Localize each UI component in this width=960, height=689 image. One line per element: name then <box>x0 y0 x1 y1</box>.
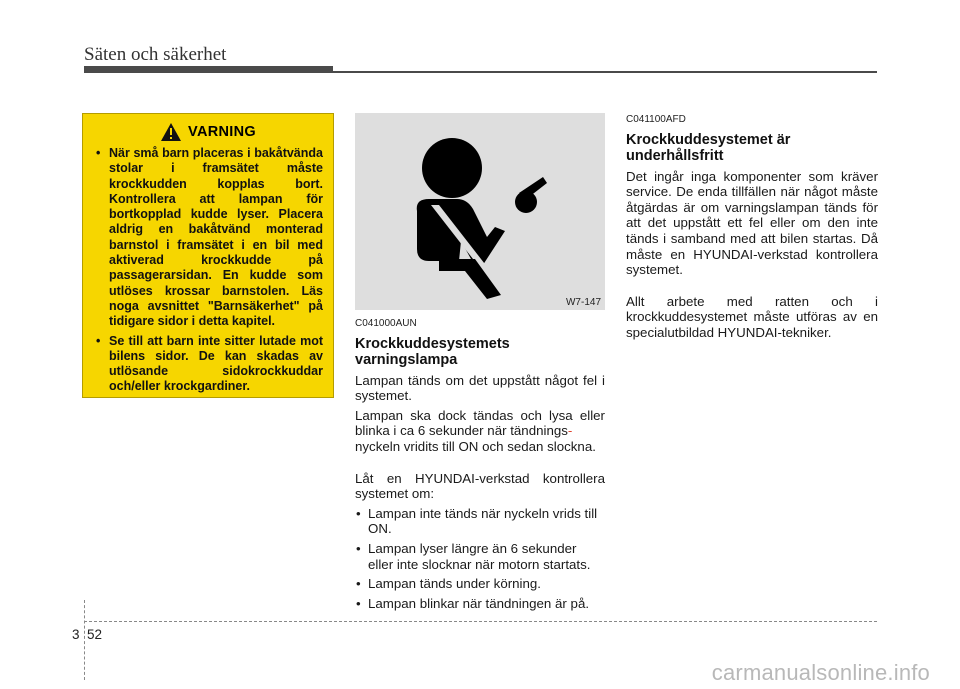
warning-list <box>93 146 323 395</box>
warning-item: • Se till att barn inte sitter lutade mot bilens sidor. De kan skadas av utlösande sidokrockkuddar och/eller krockgardiner. <box>93 334 323 395</box>
list-item: • Lampan inte tänds när nyckeln vrids till ON. <box>355 506 605 537</box>
bullet-list <box>355 506 605 612</box>
section-maintenance-free <box>626 112 878 345</box>
chapter-number: 3 <box>72 627 80 642</box>
section-code: C041100AFD <box>626 114 686 125</box>
header-rule <box>333 71 877 73</box>
section-heading: Krockkuddesystemets varningslampa <box>355 335 510 368</box>
paragraph: Allt arbete med ratten och i krockkuddesystemet måste utföras av en specialutbildad HYUNDAI-tekniker. <box>626 293 878 340</box>
paragraph: Lampan tänds om det uppstått något fel i systemet. <box>355 372 605 404</box>
figure-code: W7-147 <box>565 297 601 308</box>
list-item: • Lampan lyser längre än 6 sekunder eller inte slocknar när motorn startats. <box>355 541 605 572</box>
header-bar <box>84 66 333 73</box>
paragraph: Låt en HYUNDAI-verkstad kontrollera systemet om: <box>355 470 605 502</box>
airbag-figure <box>355 113 605 310</box>
warning-box <box>82 113 334 398</box>
list-item: • Lampan blinkar när tändningen är på. <box>355 596 605 612</box>
warning-title: VARNING <box>188 124 256 140</box>
warning-triangle-icon <box>160 122 182 142</box>
hyphen-mark: - <box>567 423 573 439</box>
section-code: C041000AUN <box>355 318 417 329</box>
paragraph-text: Lampan ska dock tändas och lysa eller blinka i ca 6 sekunder när tändnings <box>355 407 605 439</box>
airbag-warning-icon <box>355 113 605 310</box>
warning-item: • När små barn placeras i bakåtvända stolar i framsätet måste krockkudden kopplas bort. Kontrollera att lampan för bortkopplad kudde lyser. Placera aldrig en bakåtvänd monterad barnstol i framsätet i en bil med aktiverad krockkudde på passagerarsidan. En kudde som utlöses krossar barnstolen. Läs noga avsnittet "Barnsäkerhet" på tidigare sidor i detta kapitel. <box>93 146 323 330</box>
section-airbag-lamp <box>355 316 605 615</box>
footer-rule <box>84 621 877 622</box>
page-header-title: Säten och säkerhet <box>84 44 227 65</box>
section-heading: Krockkuddesystemet är underhållsfritt <box>626 131 791 164</box>
paragraph: Det ingår inga komponenter som kräver service. De enda tillfällen när något måste åtgärdas är om varningslampan tänds för att det uppstått ett fel eller om den inte tänds i samband med att bilen startas. Då måste en HYUNDAI-verkstad kontrollera systemet. <box>626 168 878 278</box>
watermark: carmanualsonline.info <box>711 660 930 685</box>
footer-divider <box>84 600 85 680</box>
warning-header <box>93 122 323 142</box>
paragraph <box>355 408 605 455</box>
page-number: 52 <box>87 627 103 642</box>
list-item: • Lampan tänds under körning. <box>355 576 605 592</box>
paragraph-text: nyckeln vridits till ON och sedan slockna. <box>355 438 596 454</box>
